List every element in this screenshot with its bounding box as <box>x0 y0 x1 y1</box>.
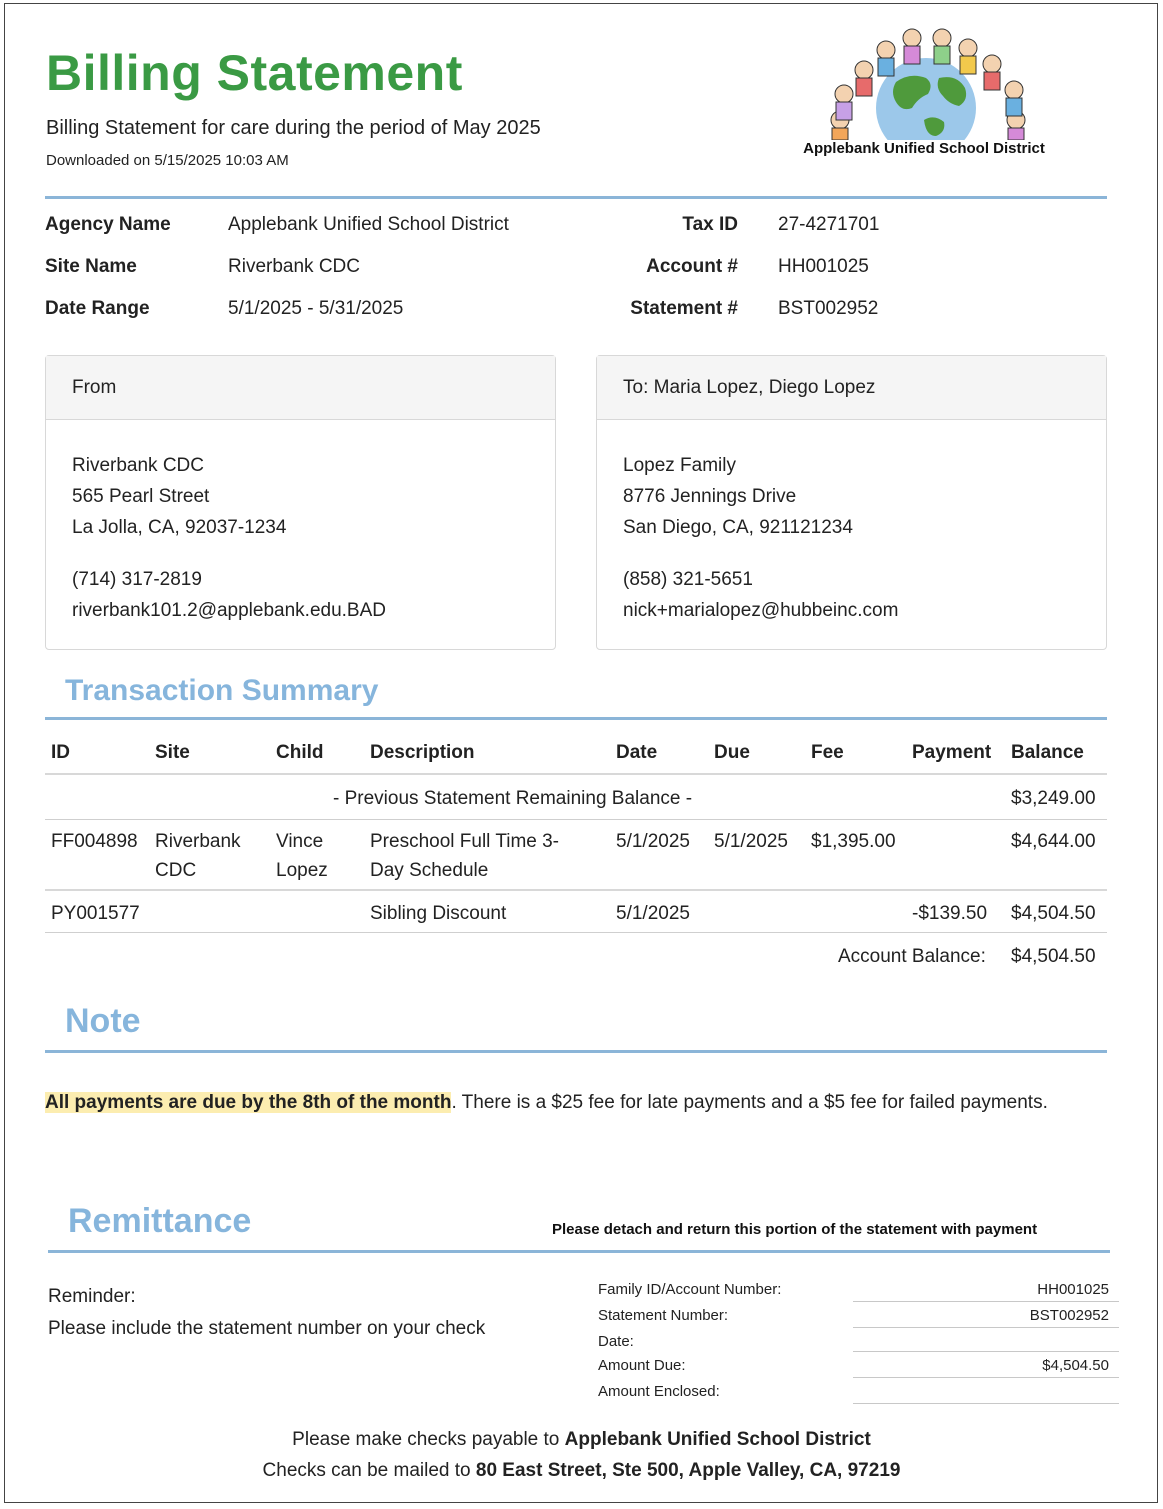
column-header-balance: Balance <box>1011 742 1084 763</box>
remittance-divider <box>48 1250 1110 1253</box>
from-street: 565 Pearl Street <box>72 486 210 507</box>
note-divider <box>45 1050 1107 1053</box>
transaction-summary-title: Transaction Summary <box>65 674 379 707</box>
account-balance-value: $4,504.50 <box>1011 946 1096 967</box>
amount-due-label: Amount Due: <box>598 1357 686 1374</box>
column-header-payment: Payment <box>912 742 992 763</box>
column-header-due: Due <box>714 742 750 763</box>
row-balance: $4,644.00 <box>1011 831 1096 852</box>
note-highlight: All payments are due by the 8th of the month <box>45 1092 452 1113</box>
date-range-label: Date Range <box>45 298 150 319</box>
row-site: Riverbank <box>155 831 241 852</box>
reminder-text: Please include the statement number on your check <box>48 1318 486 1339</box>
table-row-divider <box>45 932 1107 933</box>
table-row-divider <box>45 819 1107 820</box>
account-balance-label: Account Balance: <box>838 946 986 967</box>
column-header-description: Description <box>370 742 475 763</box>
column-header-fee: Fee <box>811 742 844 763</box>
amount-due-value: $4,504.50 <box>1042 1357 1109 1374</box>
field-underline <box>853 1377 1119 1378</box>
to-card-heading: To: Maria Lopez, Diego Lopez <box>597 356 1106 420</box>
agency-name-value: Applebank Unified School District <box>228 214 509 235</box>
from-phone: (714) 317-2819 <box>72 569 202 590</box>
payable-to-line <box>0 1429 1163 1451</box>
to-street: 8776 Jennings Drive <box>623 486 797 507</box>
amount-enclosed-label: Amount Enclosed: <box>598 1383 720 1400</box>
from-email: riverbank101.2@applebank.edu.BAD <box>72 600 386 621</box>
row-date: 5/1/2025 <box>616 831 690 852</box>
to-name: Lopez Family <box>623 455 736 476</box>
row-description-cont: Day Schedule <box>370 860 489 881</box>
previous-balance-label: - Previous Statement Remaining Balance - <box>333 788 693 809</box>
remittance-title: Remittance <box>68 1202 252 1240</box>
family-id-value: HH001025 <box>1037 1281 1109 1298</box>
statement-number-field-value: BST002952 <box>1029 1307 1109 1324</box>
from-name: Riverbank CDC <box>72 455 204 476</box>
to-email: nick+marialopez@hubbeinc.com <box>623 600 899 621</box>
site-name-value: Riverbank CDC <box>228 256 360 277</box>
logo-caption: Applebank Unified School District <box>803 140 1045 157</box>
from-card <box>45 355 556 650</box>
table-row-divider <box>45 889 1107 891</box>
from-city: La Jolla, CA, 92037-1234 <box>72 517 287 538</box>
downloaded-timestamp: Downloaded on 5/15/2025 10:03 AM <box>46 152 289 169</box>
reminder-label: Reminder: <box>48 1286 136 1307</box>
row-site-cont: CDC <box>155 860 197 881</box>
agency-name-label: Agency Name <box>45 214 171 235</box>
field-underline <box>853 1301 1119 1302</box>
row-payment: -$139.50 <box>912 903 988 924</box>
page-subtitle: Billing Statement for care during the period of May 2025 <box>46 117 541 139</box>
mail-prefix: Checks can be mailed to <box>262 1460 476 1481</box>
note-text <box>45 1087 1085 1118</box>
table-header-divider <box>45 773 1107 775</box>
row-id: PY001577 <box>51 903 140 924</box>
row-due: 5/1/2025 <box>714 831 788 852</box>
note-body: . There is a $25 fee for late payments and a $5 fee for failed payments. <box>451 1092 1048 1113</box>
column-header-id: ID <box>51 742 70 763</box>
family-id-label: Family ID/Account Number: <box>598 1281 782 1298</box>
row-child-cont: Lopez <box>276 860 328 881</box>
account-number-label: Account # <box>646 256 738 277</box>
date-range-value: 5/1/2025 - 5/31/2025 <box>228 298 404 319</box>
row-description: Preschool Full Time 3- <box>370 831 560 852</box>
to-phone: (858) 321-5651 <box>623 569 753 590</box>
row-balance: $4,504.50 <box>1011 903 1096 924</box>
field-underline <box>853 1327 1119 1328</box>
to-card <box>596 355 1107 650</box>
mail-address: 80 East Street, Ste 500, Apple Valley, CA, 97219 <box>475 1460 901 1481</box>
district-logo <box>784 20 1064 160</box>
transaction-divider <box>45 717 1107 720</box>
column-header-date: Date <box>616 742 658 763</box>
previous-balance-value: $3,249.00 <box>1011 788 1096 809</box>
page-title: Billing Statement <box>46 45 463 101</box>
field-underline <box>853 1403 1119 1404</box>
column-header-site: Site <box>155 742 190 763</box>
tax-id-value: 27-4271701 <box>778 214 880 235</box>
from-card-heading: From <box>46 356 555 420</box>
row-id: FF004898 <box>51 831 138 852</box>
account-number-value: HH001025 <box>778 256 869 277</box>
row-fee: $1,395.00 <box>811 831 896 852</box>
note-title: Note <box>65 1002 141 1040</box>
row-description: Sibling Discount <box>370 903 507 924</box>
payable-name: Applebank Unified School District <box>564 1429 871 1450</box>
mail-to-line <box>0 1460 1163 1482</box>
tax-id-label: Tax ID <box>682 214 738 235</box>
header-divider <box>45 196 1107 199</box>
date-field-label: Date: <box>598 1333 634 1350</box>
to-city: San Diego, CA, 921121234 <box>623 517 853 538</box>
detach-instruction: Please detach and return this portion of the statement with payment <box>552 1221 1038 1238</box>
statement-number-field-label: Statement Number: <box>598 1307 729 1324</box>
statement-number-value: BST002952 <box>778 298 879 319</box>
site-name-label: Site Name <box>45 256 137 277</box>
statement-number-label: Statement # <box>630 298 738 319</box>
column-header-child: Child <box>276 742 324 763</box>
globe-kids-icon <box>804 20 1044 140</box>
payable-prefix: Please make checks payable to <box>292 1429 565 1450</box>
reminder-block <box>48 1281 485 1345</box>
row-date: 5/1/2025 <box>616 903 690 924</box>
row-child: Vince <box>276 831 324 852</box>
field-underline <box>853 1351 1119 1352</box>
